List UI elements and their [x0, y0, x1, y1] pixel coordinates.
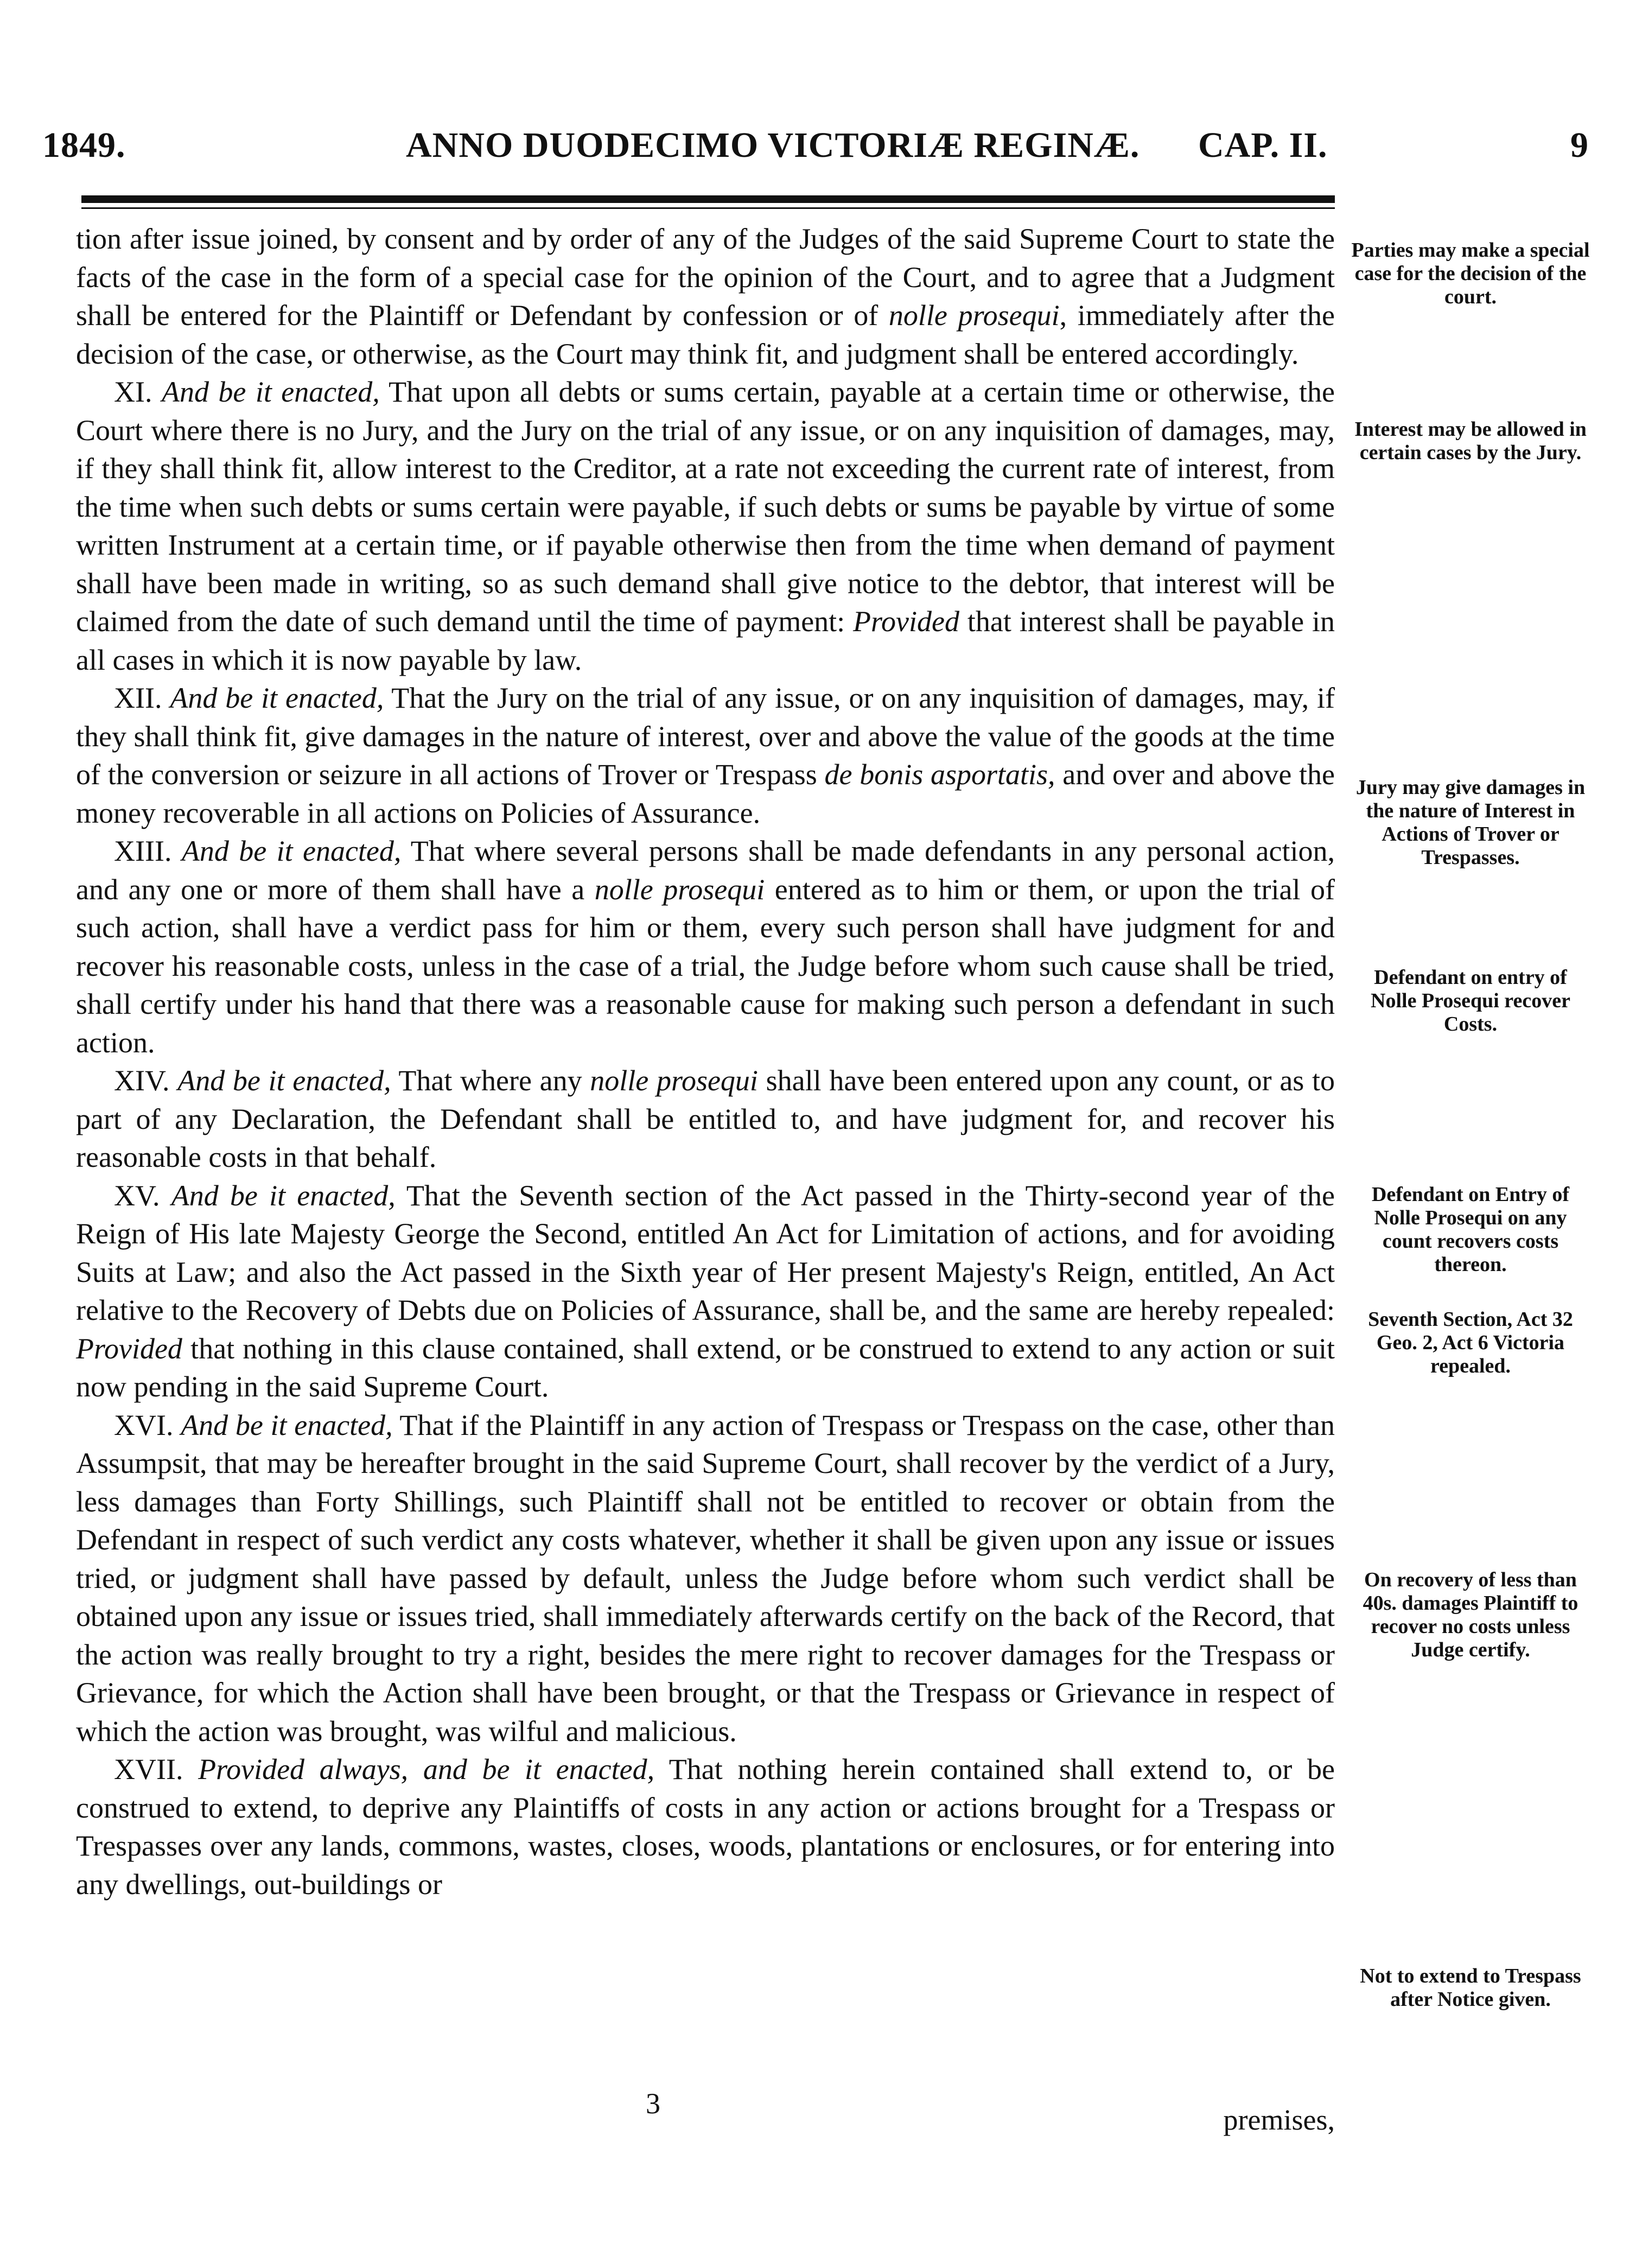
section-15: [76, 1177, 1335, 1406]
enacting-clause: And be it enacted,: [161, 376, 380, 408]
continuation-paragraph: [76, 220, 1335, 373]
header-chapter: CAP. II.: [1198, 125, 1328, 165]
section-12: [76, 679, 1335, 832]
latin-phrase: de bonis asportatis,: [824, 758, 1055, 791]
section-number: XI.: [114, 376, 152, 408]
section-number: XV.: [114, 1179, 160, 1212]
section-text: and over and above the money recoverable in all actions on Policies of Assurance.: [76, 758, 1335, 829]
margin-note-interest: Interest may be allowed in certain cases by the Jury.: [1354, 418, 1587, 464]
enacting-clause: And be it enacted,: [177, 1064, 391, 1097]
section-text: shall have been entered upon any count, or as to part of any Declaration, the Defendant shall be entitled to, and have judgment for, and recover his reasonable costs in that behalf.: [76, 1064, 1335, 1173]
section-number: XIII.: [114, 835, 172, 867]
section-number: XVII.: [114, 1753, 183, 1786]
margin-note-repealed: Seventh Section, Act 32 Geo. 2, Act 6 Victoria repealed.: [1368, 1308, 1573, 1377]
header-rule-thin: [81, 207, 1335, 209]
section-text: that nothing in this clause contained, shall extend, or be construed to extend to any action or suit now pending in the said Supreme Court.: [76, 1332, 1335, 1403]
section-text: That upon all debts or sums certain, payable at a certain time or otherwise, the Court where there is no Jury, and the Jury on the trial of any issue, or on any inquisition of damages, may, if they shall think fit, allow interest to the Creditor, at a rate not exceeding the current rate of interest, from the time when such debts or sums certain were payable, if such debts or sums be payable by virtue of some written Instrument at a certain time, or if payable otherwise then from the time when demand of payment shall have been made in writing, so as such demand shall give notice to the debtor, that interest will be claimed from the date of such demand until the time of payment:: [76, 376, 1335, 638]
proviso-word: Provided: [76, 1332, 182, 1365]
section-text: That if the Plaintiff in any action of Trespass or Trespass on the case, other than Assumpsit, that may be hereafter brought in the said Supreme Court, shall recover by the verdict of a Jury, less damages than Forty Shillings, such Plaintiff shall not be entitled to recover or obtain from the Defendant in respect of such verdict any costs whatever, whether it shall be given upon any issue or issues tried, or judgment shall have passed by default, unless the Judge before whom such verdict shall be obtained upon any issue or issues tried, shall immediately afterwards certify on the back of the Record, that the action was really brought to try a right, besides the mere right to recover damages for the Trespass or Grievance, for which the Action shall have been brought, or that the Trespass or Grievance in respect of which the action was brought, was wilful and malicious.: [76, 1408, 1335, 1748]
continuation-text-a: tion after issue joined, by consent and by order of any of the Judges of the said Supreme Court to state the facts of the case in the form of a special case for the opinion of the Court, and to agree that a Judgment shall be entered for the Plaintiff or Defendant by confession or of: [76, 223, 1335, 332]
section-number: XII.: [114, 682, 162, 714]
proviso-word: Provided: [853, 605, 959, 638]
continuation-text-b: , immediately after the decision of the case, or otherwise, as the Court may think fit, and judgment shall be entered accordingly.: [76, 299, 1335, 370]
margin-note-special-case: Parties may make a special case for the decision of the court.: [1351, 239, 1590, 308]
header-rule-thick: [81, 195, 1335, 203]
section-13: [76, 832, 1335, 1062]
enacting-clause: And be it enacted,: [181, 1408, 393, 1441]
margin-note-defendant-costs: Defendant on entry of Nolle Prosequi recover Costs.: [1371, 966, 1570, 1035]
section-text: That the Seventh section of the Act passed in the Thirty-second year of the Reign of His late Majesty George the Second, entitled An Act for Limitation of actions, and for avoiding Suits at Law; and also the Act passed in the Sixth year of Her present Majesty's Reign, entitled, An Act relative to the Recovery of Debts due on Policies of Assurance, shall be, and the same are hereby repealed:: [76, 1179, 1335, 1326]
margin-note-trespass-notice: Not to extend to Trespass after Notice given.: [1360, 1965, 1581, 2011]
enacting-clause: And be it enacted,: [170, 682, 384, 714]
section-text: that interest shall be payable in all cases in which it is now payable by law.: [76, 605, 1335, 676]
catchword: premises,: [1223, 2104, 1335, 2136]
section-16: [76, 1406, 1335, 1751]
enacting-clause: And be it enacted,: [181, 835, 402, 867]
latin-phrase: nolle prosequi: [594, 873, 765, 906]
section-number: XIV.: [114, 1064, 170, 1097]
section-number: XVI.: [114, 1408, 174, 1441]
section-text: That where several persons shall be made defendants in any personal action, and any one or more of them shall have a: [76, 835, 1335, 906]
section-text: entered as to him or them, or upon the trial of such action, shall have a verdict pass for him or them, every such person shall have judgment for and recover his reasonable costs, unless in the case of a trial, the Judge before whom such cause shall be tried, shall certify under his hand that there was a reasonable cause for making such person a defendant in such action.: [76, 873, 1335, 1059]
margin-note-forty-shillings: On recovery of less than 40s. damages Plaintiff to recover no costs unless Judge certify.: [1363, 1568, 1578, 1661]
section-text: That nothing herein contained shall extend to, or be construed to extend, to deprive any Plaintiffs of costs in any action or actions brought for a Trespass or Trespasses over any lands, commons, wastes, closes, woods, plantations or enclosures, or for entering into any dwellings, out-buildings or: [76, 1753, 1335, 1901]
running-header: [42, 111, 1594, 171]
margin-note-jury-damages: Jury may give damages in the nature of Interest in Actions of Trover or Trespasses.: [1355, 776, 1586, 869]
header-year: 1849.: [42, 125, 126, 165]
section-14: [76, 1062, 1335, 1177]
main-text: [76, 220, 1335, 1903]
page-footer: [76, 2087, 1335, 2136]
section-text: That where any: [391, 1064, 590, 1097]
section-17: [76, 1750, 1335, 1903]
page-number: 9: [1570, 125, 1589, 165]
section-11: [76, 373, 1335, 679]
margin-note-nolle-prosequi-count: Defendant on Entry of Nolle Prosequi on any count recovers costs thereon.: [1371, 1183, 1570, 1276]
section-text: That the Jury on the trial of any issue, or on any inquisition of damages, may, if they shall think fit, give damages in the nature of interest, over and above the value of the goods at the time of the conversion or seizure in all actions of Trover or Trespass: [76, 682, 1335, 791]
latin-phrase: nolle prosequi: [590, 1064, 758, 1097]
enacting-clause: Provided always, and be it enacted,: [198, 1753, 655, 1786]
continuation-italic: nolle prosequi: [888, 299, 1060, 332]
signature-mark: 3: [646, 2087, 660, 2120]
header-title: ANNO DUODECIMO VICTORIÆ REGINÆ.: [406, 125, 1140, 165]
enacting-clause: And be it enacted,: [171, 1179, 396, 1212]
